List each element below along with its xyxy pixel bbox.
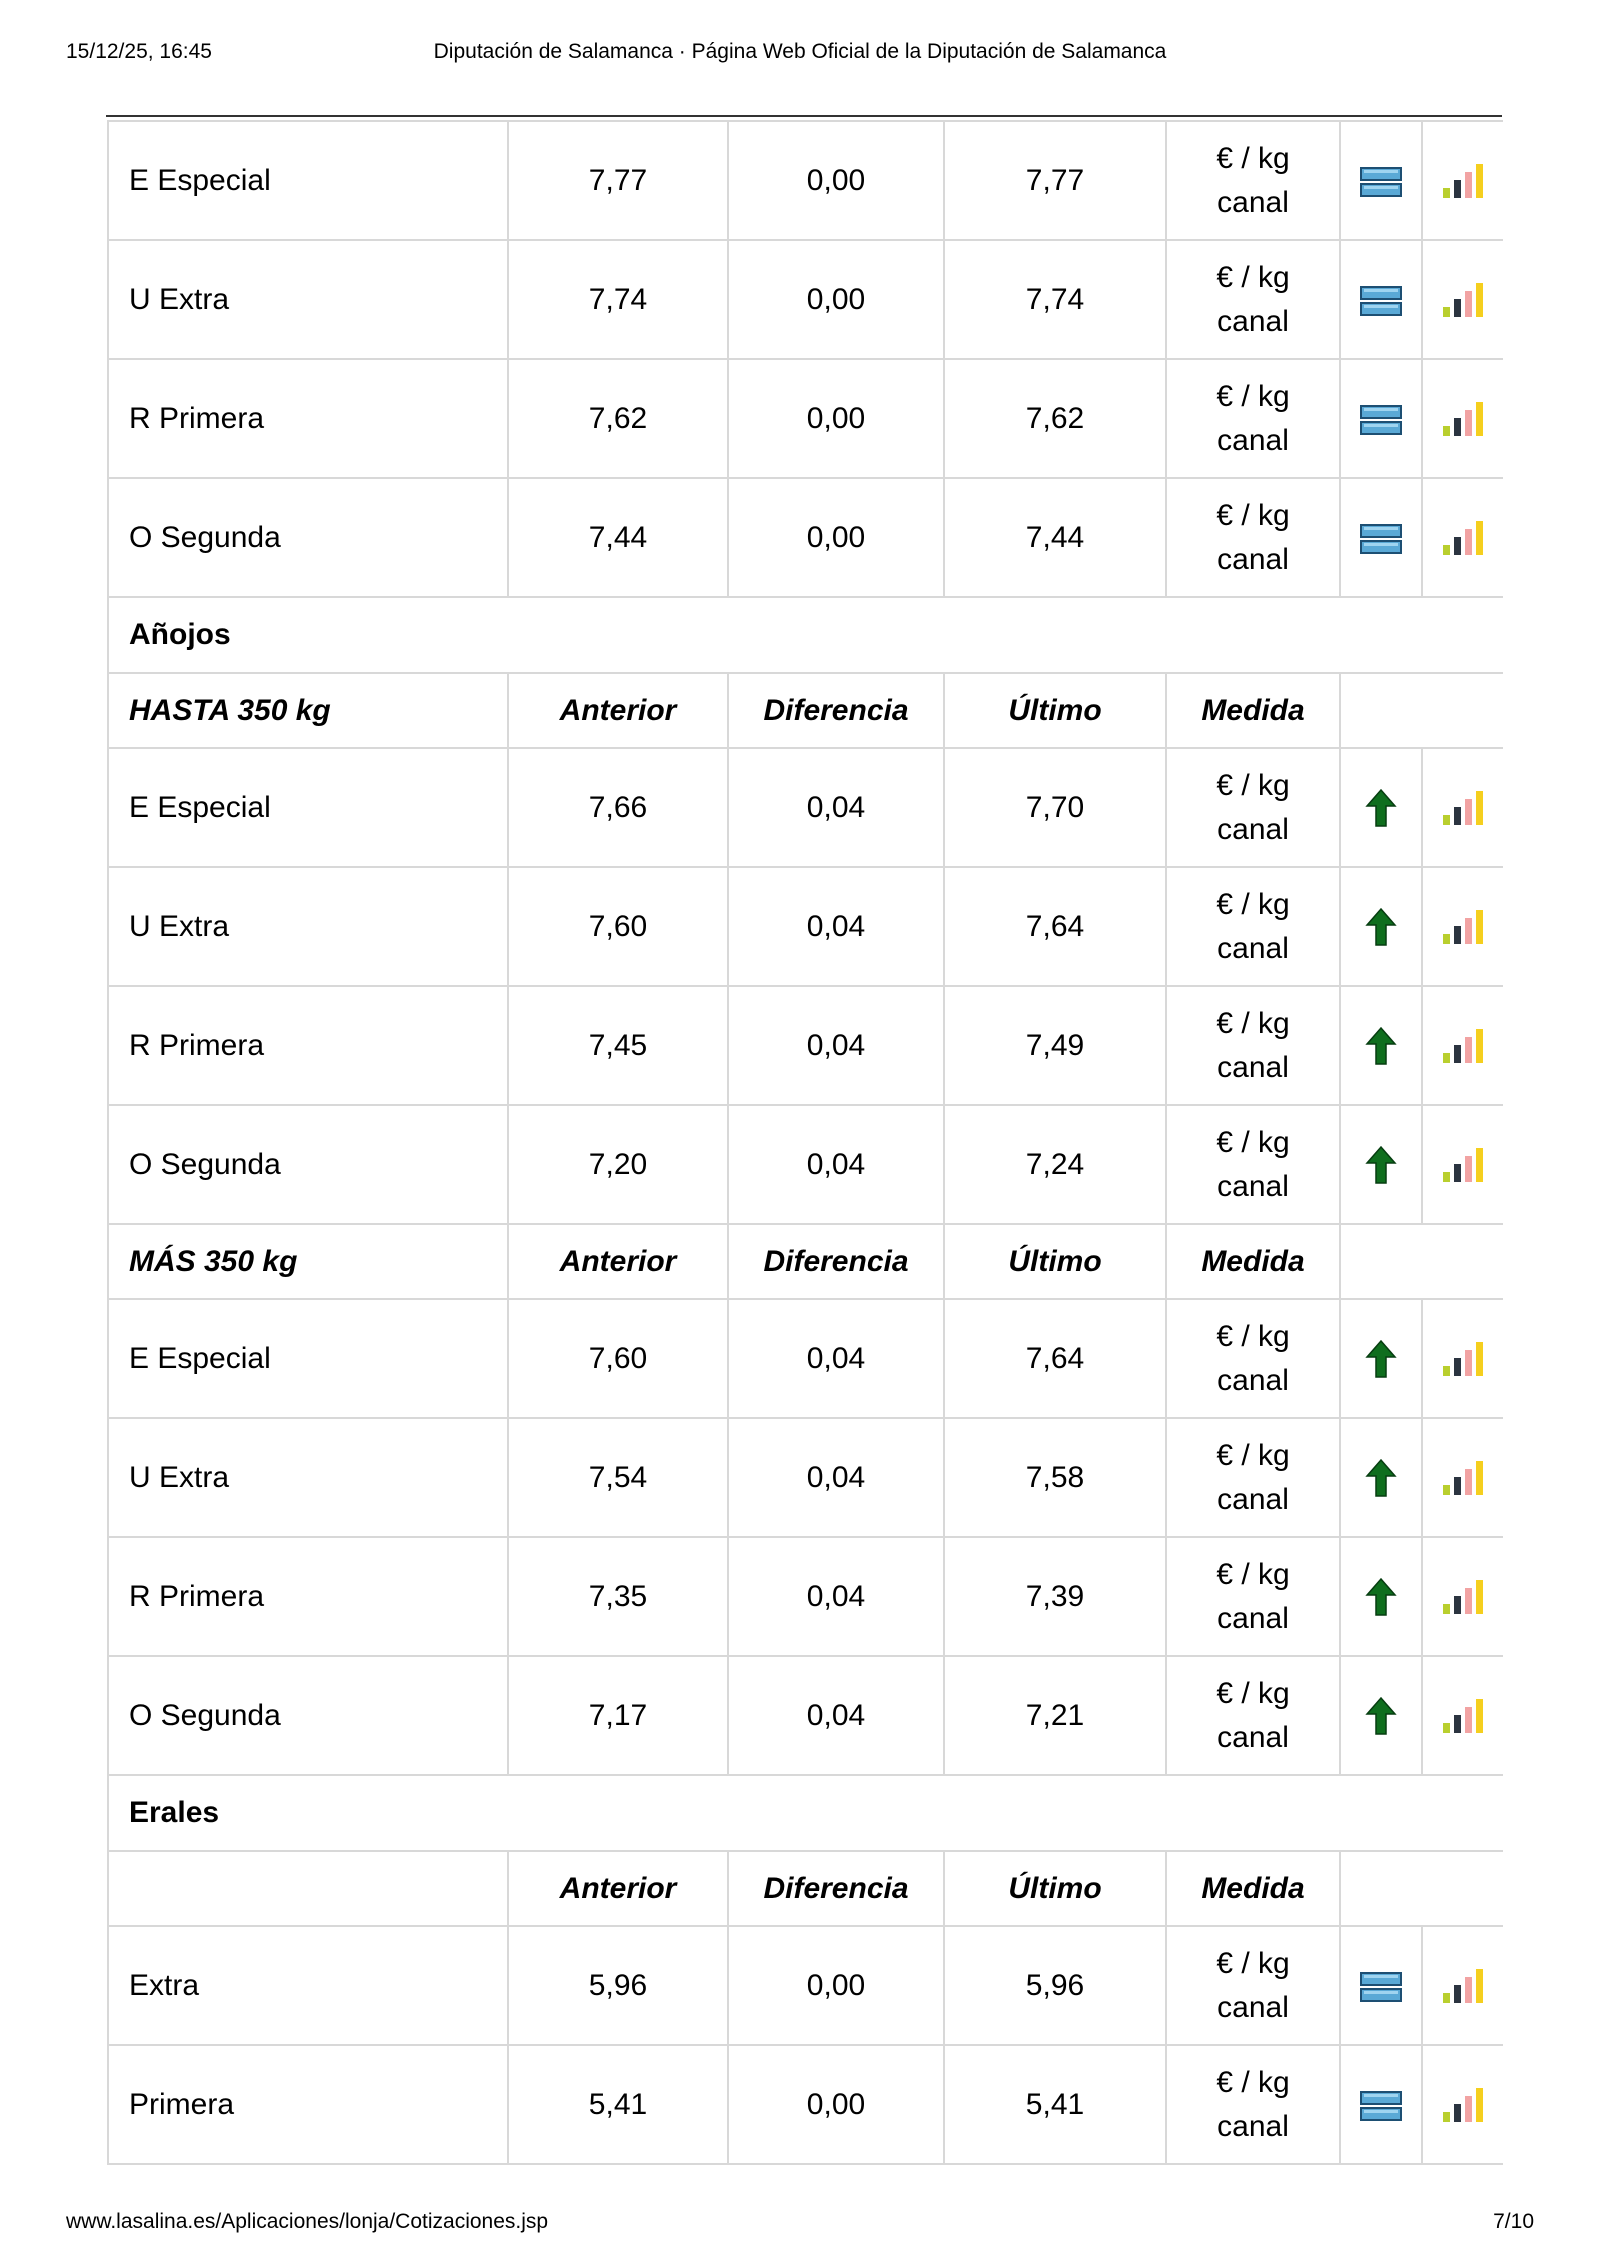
bar-chart-icon[interactable] — [1441, 1967, 1485, 2000]
grade-name: Extra — [108, 1926, 508, 2045]
ultimo-value: 7,64 — [944, 867, 1166, 986]
unit-line-1: € / kg — [1216, 498, 1290, 532]
anterior-value: 7,60 — [508, 1299, 728, 1418]
unit-cell — [1166, 1537, 1340, 1656]
trend-cell — [1340, 1299, 1422, 1418]
grade-name: O Segunda — [108, 1105, 508, 1224]
unit-line-1: € / kg — [1216, 768, 1290, 802]
anterior-value: 7,66 — [508, 748, 728, 867]
col-medida-header: Medida — [1166, 673, 1340, 748]
up-arrow-icon — [1365, 1146, 1397, 1179]
unit-cell — [1166, 1105, 1340, 1224]
diferencia-value: 0,04 — [728, 1299, 944, 1418]
ultimo-value: 7,49 — [944, 986, 1166, 1105]
header-blank-cell — [1340, 1224, 1503, 1299]
unit-line-2: canal — [1217, 1720, 1289, 1754]
col-anterior-header: Anterior — [508, 1224, 728, 1299]
bar-chart-icon[interactable] — [1441, 162, 1485, 195]
diferencia-value: 0,04 — [728, 1418, 944, 1537]
anterior-value: 7,74 — [508, 240, 728, 359]
bar-chart-icon[interactable] — [1441, 1027, 1485, 1060]
trend-cell — [1340, 1656, 1422, 1775]
category-title: Añojos — [108, 597, 1503, 673]
chart-cell[interactable] — [1422, 121, 1503, 240]
ultimo-value: 5,96 — [944, 1926, 1166, 2045]
grade-name: R Primera — [108, 1537, 508, 1656]
bar-chart-icon[interactable] — [1441, 908, 1485, 941]
trend-cell — [1340, 478, 1422, 597]
col-diferencia-header: Diferencia — [728, 1851, 944, 1926]
diferencia-value: 0,04 — [728, 1537, 944, 1656]
table-row — [108, 2045, 1503, 2164]
up-arrow-icon — [1365, 1340, 1397, 1373]
unit-line-2: canal — [1217, 185, 1289, 219]
ultimo-value: 7,77 — [944, 121, 1166, 240]
anterior-value: 7,17 — [508, 1656, 728, 1775]
header-blank-cell — [1340, 1851, 1503, 1926]
equal-trend-icon — [1360, 282, 1402, 315]
chart-cell[interactable] — [1422, 240, 1503, 359]
unit-line-1: € / kg — [1216, 2065, 1290, 2099]
col-ultimo-header: Último — [944, 1224, 1166, 1299]
bar-chart-icon[interactable] — [1441, 789, 1485, 822]
table-header-row — [108, 673, 1503, 748]
table-row — [108, 748, 1503, 867]
unit-cell — [1166, 359, 1340, 478]
bar-chart-icon[interactable] — [1441, 2086, 1485, 2119]
category-row — [108, 597, 1503, 673]
chart-cell[interactable] — [1422, 867, 1503, 986]
anterior-value: 7,77 — [508, 121, 728, 240]
col-diferencia-header: Diferencia — [728, 1224, 944, 1299]
trend-cell — [1340, 2045, 1422, 2164]
unit-line-2: canal — [1217, 1990, 1289, 2024]
anterior-value: 7,60 — [508, 867, 728, 986]
ultimo-value: 7,74 — [944, 240, 1166, 359]
diferencia-value: 0,00 — [728, 2045, 944, 2164]
category-row — [108, 1775, 1503, 1851]
chart-cell[interactable] — [1422, 748, 1503, 867]
unit-line-1: € / kg — [1216, 1557, 1290, 1591]
diferencia-value: 0,04 — [728, 748, 944, 867]
unit-cell — [1166, 240, 1340, 359]
diferencia-value: 0,00 — [728, 478, 944, 597]
unit-cell — [1166, 748, 1340, 867]
trend-cell — [1340, 1537, 1422, 1656]
trend-cell — [1340, 1105, 1422, 1224]
unit-line-1: € / kg — [1216, 1006, 1290, 1040]
col-anterior-header: Anterior — [508, 1851, 728, 1926]
up-arrow-icon — [1365, 1578, 1397, 1611]
trend-cell — [1340, 1926, 1422, 2045]
unit-line-1: € / kg — [1216, 1438, 1290, 1472]
unit-cell — [1166, 1926, 1340, 2045]
diferencia-value: 0,04 — [728, 986, 944, 1105]
table-row — [108, 1656, 1503, 1775]
table-row — [108, 1299, 1503, 1418]
unit-line-2: canal — [1217, 931, 1289, 965]
print-datetime: 15/12/25, 16:45 — [66, 40, 212, 63]
trend-cell — [1340, 986, 1422, 1105]
up-arrow-icon — [1365, 1697, 1397, 1730]
up-arrow-icon — [1365, 789, 1397, 822]
table-row — [108, 1418, 1503, 1537]
unit-line-1: € / kg — [1216, 1319, 1290, 1353]
group-heading: HASTA 350 kg — [108, 673, 508, 748]
unit-line-2: canal — [1217, 812, 1289, 846]
print-footer — [66, 2210, 1534, 2240]
ultimo-value: 7,24 — [944, 1105, 1166, 1224]
unit-cell — [1166, 2045, 1340, 2164]
unit-cell — [1166, 1299, 1340, 1418]
diferencia-value: 0,00 — [728, 359, 944, 478]
diferencia-value: 0,00 — [728, 1926, 944, 2045]
unit-line-1: € / kg — [1216, 141, 1290, 175]
unit-line-1: € / kg — [1216, 887, 1290, 921]
print-header — [66, 40, 1534, 70]
bar-chart-icon[interactable] — [1441, 519, 1485, 552]
bar-chart-icon[interactable] — [1441, 1459, 1485, 1492]
col-ultimo-header: Último — [944, 673, 1166, 748]
diferencia-value: 0,04 — [728, 867, 944, 986]
group-heading: MÁS 350 kg — [108, 1224, 508, 1299]
anterior-value: 7,20 — [508, 1105, 728, 1224]
ultimo-value: 7,39 — [944, 1537, 1166, 1656]
table-row — [108, 867, 1503, 986]
bar-chart-icon[interactable] — [1441, 1578, 1485, 1611]
ultimo-value: 7,62 — [944, 359, 1166, 478]
unit-line-2: canal — [1217, 1482, 1289, 1516]
equal-trend-icon — [1360, 2087, 1402, 2120]
ultimo-value: 7,21 — [944, 1656, 1166, 1775]
chart-cell[interactable] — [1422, 478, 1503, 597]
ultimo-value: 7,44 — [944, 478, 1166, 597]
table-row — [108, 1105, 1503, 1224]
unit-cell — [1166, 867, 1340, 986]
chart-cell[interactable] — [1422, 1299, 1503, 1418]
col-ultimo-header: Último — [944, 1851, 1166, 1926]
chart-cell[interactable] — [1422, 1656, 1503, 1775]
group-heading — [108, 1851, 508, 1926]
trend-cell — [1340, 867, 1422, 986]
unit-line-2: canal — [1217, 2109, 1289, 2143]
up-arrow-icon — [1365, 1027, 1397, 1060]
unit-line-1: € / kg — [1216, 1676, 1290, 1710]
grade-name: O Segunda — [108, 478, 508, 597]
chart-cell[interactable] — [1422, 1105, 1503, 1224]
anterior-value: 7,45 — [508, 986, 728, 1105]
up-arrow-icon — [1365, 1459, 1397, 1492]
bar-chart-icon[interactable] — [1441, 400, 1485, 433]
anterior-value: 5,41 — [508, 2045, 728, 2164]
page-number: 7/10 — [1493, 2210, 1534, 2233]
diferencia-value: 0,04 — [728, 1656, 944, 1775]
prices-table — [107, 120, 1503, 2165]
unit-cell — [1166, 1418, 1340, 1537]
unit-line-2: canal — [1217, 542, 1289, 576]
chart-cell[interactable] — [1422, 986, 1503, 1105]
equal-trend-icon — [1360, 163, 1402, 196]
table-row — [108, 121, 1503, 240]
grade-name: U Extra — [108, 1418, 508, 1537]
unit-line-1: € / kg — [1216, 379, 1290, 413]
unit-line-2: canal — [1217, 1050, 1289, 1084]
anterior-value: 7,35 — [508, 1537, 728, 1656]
table-header-row — [108, 1851, 1503, 1926]
unit-line-2: canal — [1217, 1169, 1289, 1203]
chart-cell[interactable] — [1422, 1926, 1503, 2045]
unit-line-2: canal — [1217, 304, 1289, 338]
bar-chart-icon[interactable] — [1441, 1340, 1485, 1373]
table-row — [108, 359, 1503, 478]
grade-name: U Extra — [108, 240, 508, 359]
table-header-row — [108, 1224, 1503, 1299]
print-page-title: Diputación de Salamanca · Página Web Oficial de la Diputación de Salamanca — [433, 40, 1167, 63]
anterior-value: 7,54 — [508, 1418, 728, 1537]
grade-name: U Extra — [108, 867, 508, 986]
diferencia-value: 0,00 — [728, 240, 944, 359]
prices-table-container — [107, 120, 1503, 2205]
unit-cell — [1166, 478, 1340, 597]
trend-cell — [1340, 1418, 1422, 1537]
unit-cell — [1166, 1656, 1340, 1775]
table-row — [108, 1926, 1503, 2045]
table-row — [108, 478, 1503, 597]
col-medida-header: Medida — [1166, 1851, 1340, 1926]
table-row — [108, 1537, 1503, 1656]
grade-name: Primera — [108, 2045, 508, 2164]
grade-name: E Especial — [108, 121, 508, 240]
col-medida-header: Medida — [1166, 1224, 1340, 1299]
unit-line-2: canal — [1217, 1601, 1289, 1635]
bar-chart-icon[interactable] — [1441, 1697, 1485, 1730]
trend-cell — [1340, 121, 1422, 240]
anterior-value: 7,44 — [508, 478, 728, 597]
ultimo-value: 7,64 — [944, 1299, 1166, 1418]
grade-name: O Segunda — [108, 1656, 508, 1775]
header-blank-cell — [1340, 673, 1503, 748]
ultimo-value: 7,70 — [944, 748, 1166, 867]
unit-line-2: canal — [1217, 423, 1289, 457]
table-row — [108, 240, 1503, 359]
diferencia-value: 0,00 — [728, 121, 944, 240]
grade-name: E Especial — [108, 748, 508, 867]
chart-cell[interactable] — [1422, 1537, 1503, 1656]
up-arrow-icon — [1365, 908, 1397, 941]
unit-line-2: canal — [1217, 1363, 1289, 1397]
equal-trend-icon — [1360, 1968, 1402, 2001]
trend-cell — [1340, 359, 1422, 478]
grade-name: R Primera — [108, 986, 508, 1105]
col-anterior-header: Anterior — [508, 673, 728, 748]
unit-line-1: € / kg — [1216, 1946, 1290, 1980]
chart-cell[interactable] — [1422, 359, 1503, 478]
ultimo-value: 5,41 — [944, 2045, 1166, 2164]
unit-cell — [1166, 121, 1340, 240]
unit-line-1: € / kg — [1216, 260, 1290, 294]
grade-name: E Especial — [108, 1299, 508, 1418]
col-diferencia-header: Diferencia — [728, 673, 944, 748]
anterior-value: 7,62 — [508, 359, 728, 478]
grade-name: R Primera — [108, 359, 508, 478]
equal-trend-icon — [1360, 401, 1402, 434]
chart-cell[interactable] — [1422, 1418, 1503, 1537]
table-row — [108, 986, 1503, 1105]
chart-cell[interactable] — [1422, 2045, 1503, 2164]
bar-chart-icon[interactable] — [1441, 281, 1485, 314]
ultimo-value: 7,58 — [944, 1418, 1166, 1537]
top-divider — [106, 115, 1502, 117]
trend-cell — [1340, 748, 1422, 867]
category-title: Erales — [108, 1775, 1503, 1851]
print-url: www.lasalina.es/Aplicaciones/lonja/Cotizaciones.jsp — [66, 2210, 549, 2233]
anterior-value: 5,96 — [508, 1926, 728, 2045]
equal-trend-icon — [1360, 520, 1402, 553]
bar-chart-icon[interactable] — [1441, 1146, 1485, 1179]
trend-cell — [1340, 240, 1422, 359]
unit-line-1: € / kg — [1216, 1125, 1290, 1159]
unit-cell — [1166, 986, 1340, 1105]
diferencia-value: 0,04 — [728, 1105, 944, 1224]
